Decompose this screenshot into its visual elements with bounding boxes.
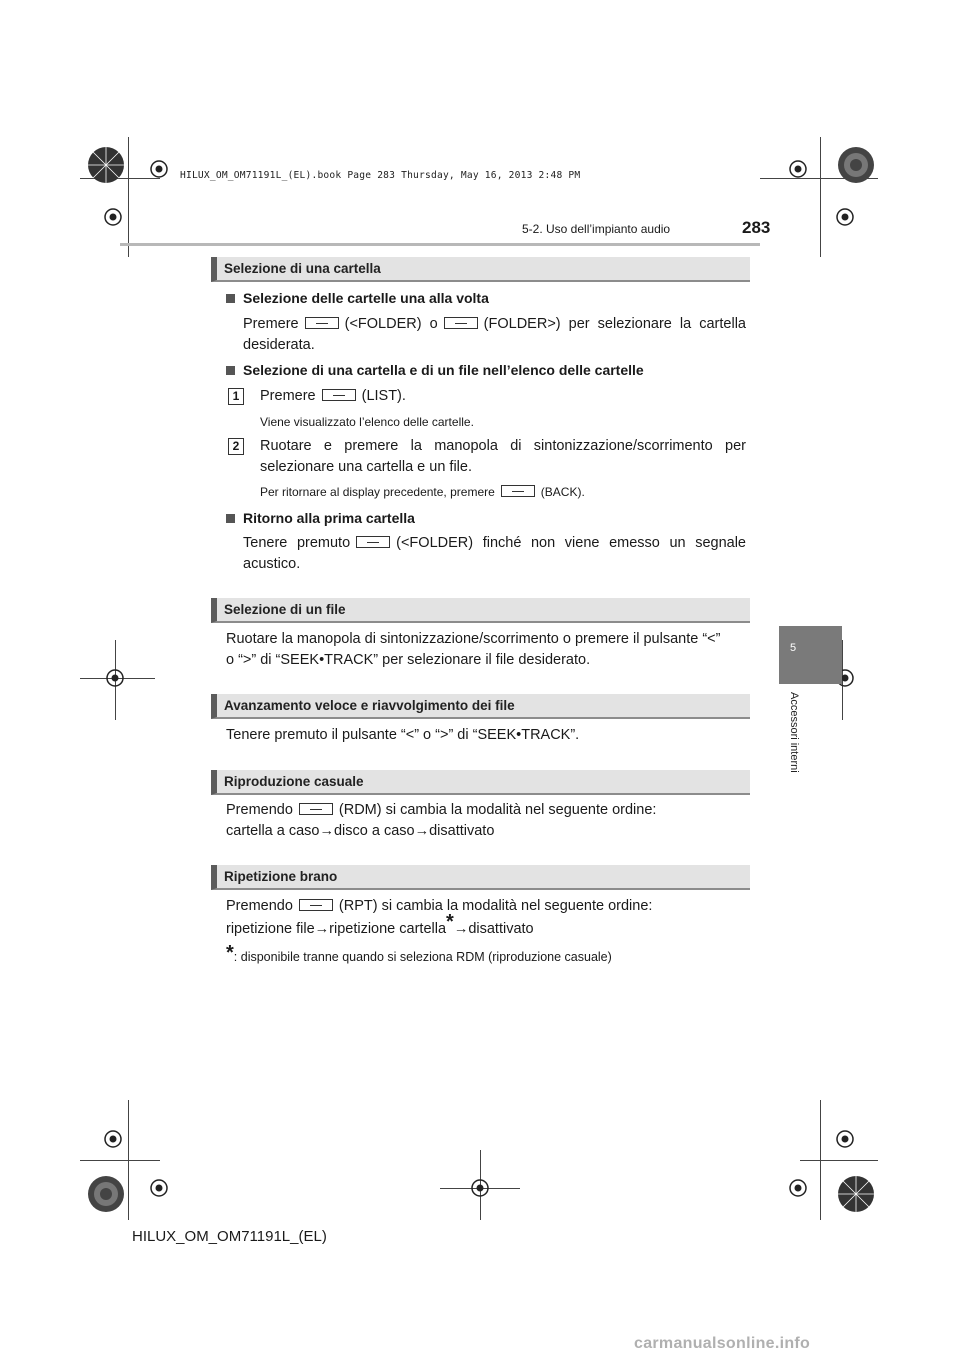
heading-fast-forward: Avanzamento veloce e riavvolgimento dei file: [211, 694, 750, 719]
chapter-label: Accessori interni: [788, 692, 800, 773]
square-bullet-icon: [226, 294, 235, 303]
step1-note: Viene visualizzato l’elenco delle cartelle.: [260, 415, 474, 429]
crosshair-icon: [102, 206, 124, 228]
crosshair-icon: [787, 158, 809, 180]
footnote: *: disponibile tranne quando si seleziona RDM (riproduzione casuale): [226, 942, 612, 964]
button-icon: [299, 803, 333, 815]
button-icon: [299, 899, 333, 911]
paragraph-file-selection: Ruotare la manopola di sintonizzazione/scorrimento o premere il pulsante “<” o “>” di “SEEK•TRACK” per selezionare il file desiderato.: [226, 631, 721, 668]
paragraph-return-first: Tenere premuto (<FOLDER) finché non viene emesso un segnale acustico.: [243, 535, 746, 572]
button-icon: [322, 389, 356, 401]
chapter-tab: [779, 626, 842, 684]
header-rule: [120, 243, 760, 246]
button-icon: [501, 485, 535, 497]
step-number-2: 2: [228, 438, 244, 455]
book-info-line: HILUX_OM_OM71191L_(EL).book Page 283 Thursday, May 16, 2013 2:48 PM: [180, 170, 581, 181]
subheading-return-first: Ritorno alla prima cartella: [226, 510, 415, 526]
heading-folder-selection: Selezione di una cartella: [211, 257, 750, 282]
crosshair-icon: [102, 1128, 124, 1150]
square-bullet-icon: [226, 366, 235, 375]
crosshair-icon: [834, 1128, 856, 1150]
button-icon: [356, 536, 390, 548]
subheading-one-at-a-time: Selezione delle cartelle una alla volta: [226, 290, 489, 306]
crosshair-icon: [148, 1177, 170, 1199]
subheading-from-list: Selezione di una cartella e di un file nell’elenco delle cartelle: [226, 362, 644, 378]
paragraph-random: Premendo (RDM) si cambia la modalità nel seguente ordine: cartella a caso→disco a caso→disattivato: [226, 802, 657, 839]
paragraph-repeat: Premendo (RPT) si cambia la modalità nel seguente ordine: ripetizione file→ripetizione cartella*→disattivato: [226, 898, 653, 937]
section-header: 5-2. Uso dell’impianto audio: [522, 222, 671, 236]
square-bullet-icon: [226, 514, 235, 523]
heading-file-selection: Selezione di un file: [211, 598, 750, 623]
page-number: 283: [742, 218, 771, 237]
watermark: carmanualsonline.info: [634, 1335, 811, 1352]
crosshair-icon: [469, 1177, 491, 1199]
paragraph-one-at-a-time: Premere (<FOLDER) o (FOLDER>) per selezionare la cartella desiderata.: [243, 316, 746, 353]
step2-text: Ruotare e premere la manopola di sintonizzazione/scorrimento per selezionare una cartella e un file.: [260, 438, 746, 475]
step1-text: Premere (LIST).: [260, 388, 406, 404]
button-icon: [444, 317, 478, 329]
footer-code: HILUX_OM_OM71191L_(EL): [132, 1228, 327, 1245]
heading-repeat: Ripetizione brano: [211, 865, 750, 890]
chapter-number: 5: [790, 642, 797, 654]
heading-random: Riproduzione casuale: [211, 770, 750, 795]
step2-note: Per ritornare al display precedente, premere (BACK).: [260, 485, 585, 499]
registration-target-icon: [84, 1172, 128, 1216]
crosshair-icon: [148, 158, 170, 180]
paragraph-fast-forward: Tenere premuto il pulsante “<” o “>” di “SEEK•TRACK”.: [226, 727, 580, 743]
step-number-1: 1: [228, 388, 244, 405]
crosshair-icon: [787, 1177, 809, 1199]
crosshair-icon: [834, 206, 856, 228]
registration-target-icon: [834, 1172, 878, 1216]
button-icon: [305, 317, 339, 329]
crosshair-icon: [104, 667, 126, 689]
registration-target-icon: [834, 143, 878, 187]
registration-target-icon: [84, 143, 128, 187]
